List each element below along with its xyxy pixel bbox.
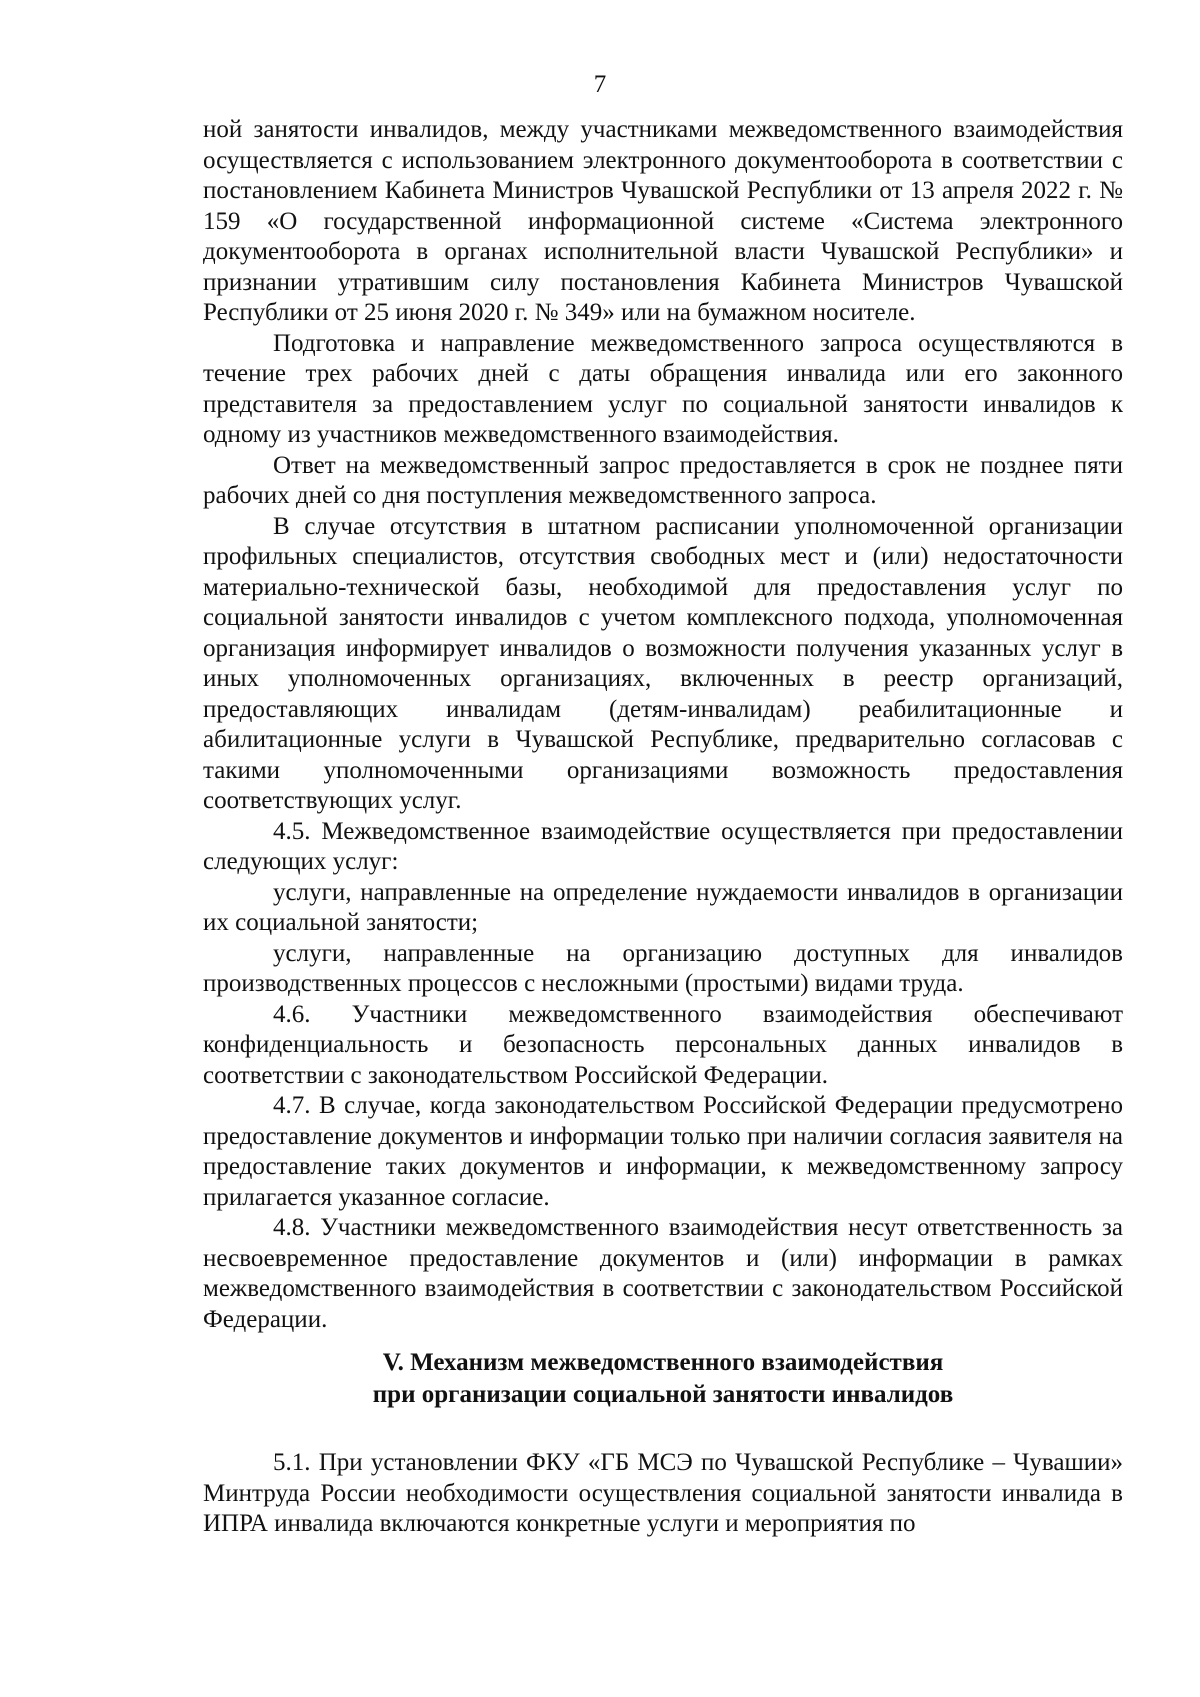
paragraph: В случае отсутствия в штатном расписании уполномоченной организации профильных специалистов, отсутствия свободных мест и (или) недостаточности материально-технической базы, необходимой для предоставления услуг по социальной занятости инвалидов с учетом комплексного подхода, уполномоченная организация информирует инвалидов о возможности получения указанных услуг в иных уполномоченных организациях, включенных в реестр организаций, предоставляющих инвалидам (детям-инвалидам) реабилитационные и абилитационные услуги в Чувашской Республике, предварительно согласовав с такими уполномоченными организациями возможность предоставления соответствующих услуг.	[203, 512, 1123, 814]
closing-text	[203, 1448, 1123, 1540]
body-text	[203, 115, 1123, 1335]
page-number: 7	[593, 71, 607, 98]
paragraph: 5.1. При установлении ФКУ «ГБ МСЭ по Чувашской Республике – Чувашии» Минтруда России необходимости осуществления социальной занятости инвалида в ИПРА инвалида включаются конкретные услуги и мероприятия по	[203, 1449, 1123, 1537]
paragraph: 4.6. Участники межведомственного взаимодействия обеспечивают конфиденциальность и безопасность персональных данных инвалидов в соответствии с законодательством Российской Федерации.	[203, 1000, 1123, 1089]
paragraph: 4.5. Межведомственное взаимодействие осуществляется при предоставлении следующих услуг:	[203, 817, 1123, 875]
paragraph: услуги, направленные на определение нуждаемости инвалидов в организации их социальной занятости;	[203, 878, 1123, 936]
section-heading-line: при организации социальной занятости инвалидов	[372, 1381, 954, 1408]
paragraph: 4.8. Участники межведомственного взаимодействия несут ответственность за несвоевременное предоставление документов и (или) информации в рамках межведомственного взаимодействия в соответствии с законодательством Российской Федерации.	[203, 1214, 1123, 1333]
paragraph: Ответ на межведомственный запрос предоставляется в срок не позднее пяти рабочих дней со дня поступления межведомственного запроса.	[203, 451, 1123, 509]
paragraph: Подготовка и направление межведомственного запроса осуществляются в течение трех рабочих дней с даты обращения инвалида или его законного представителя за предоставлением услуг по социальной занятости инвалидов к одному из участников межведомственного взаимодействия.	[203, 329, 1123, 448]
paragraph: 4.7. В случае, когда законодательством Российской Федерации предусмотрено предоставление документов и информации только при наличии согласия заявителя на предоставление таких документов и информации, к межведомственному запросу прилагается указанное согласие.	[203, 1092, 1123, 1211]
section-heading	[203, 1347, 1123, 1411]
paragraph: ной занятости инвалидов, между участниками межведомственного взаимодействия осуществляется с использованием электронного документооборота в соответствии с постановлением Кабинета Министров Чувашской Республики от 13 апреля 2022 г. № 159 «О государственной информационной системе «Система электронного документооборота в органах исполнительной власти Чувашской Республики» и признании утратившим силу постановления Кабинета Министров Чувашской Республики от 25 июня 2020 г. № 349» или на бумажном носителе.	[203, 116, 1123, 326]
section-heading-line: V. Механизм межведомственного взаимодействия	[382, 1349, 944, 1376]
paragraph: услуги, направленные на организацию доступных для инвалидов производственных процессов с несложными (простыми) видами труда.	[203, 939, 1123, 997]
